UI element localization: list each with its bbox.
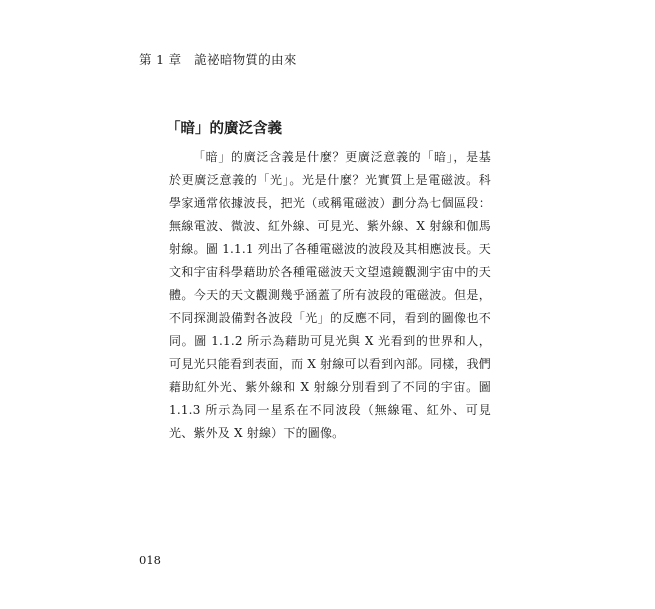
body-paragraph: 「暗」的廣泛含義是什麼？更廣泛意義的「暗」，是基於更廣泛意義的「光」。光是什麼？光實質上是電磁波。科學家通常依據波長，把光（或稱電磁波）劃分為七個區段：無線電波、微波、紅外線、可見光、紫外線、X 射線和伽馬射線。圖 1.1.1 列出了各種電磁波的波段及其相應波長。天文和宇宙科學藉助於各種電磁波天文望遠鏡觀測宇宙中的天體。今天的天文觀測幾乎涵蓋了所有波段的電磁波。但是，不同探測設備對各波段「光」的反應不同，看到的圖像也不同。圖 1.1.2 所示為藉助可見光與 X 光看到的世界和人，可見光只能看到表面，而 X 射線可以看到內部。同樣，我們藉助紅外光、紫外線和 X 射線分別看到了不同的宇宙。圖 1.1.3 所示為同一星系在不同波段（無線電、紅外、可見光、紫外及 X 射線）下的圖像。 — [169, 150, 491, 440]
page-number: 018 — [139, 553, 161, 567]
section — [166, 118, 491, 445]
chapter-title: 詭祕暗物質的由來 — [194, 52, 297, 67]
header-spacer — [181, 52, 194, 67]
chapter-number: 第 1 章 — [139, 52, 182, 67]
running-header — [139, 50, 297, 68]
section-heading: 「暗」的廣泛含義 — [166, 120, 282, 137]
